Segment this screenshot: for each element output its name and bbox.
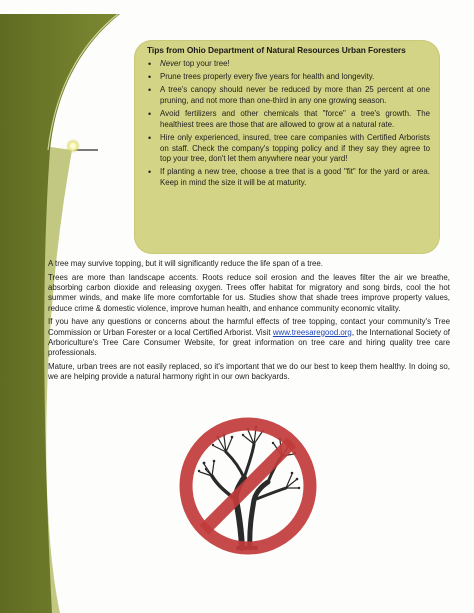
tip-text: Prune trees properly every five years for health and longevity. bbox=[160, 72, 375, 82]
tips-list bbox=[144, 59, 430, 189]
tip-text: Hire only experienced, insured, tree care companies with Certified Arborists on staff. Check the company's topping policy and if they say they agree to top your tree, don't let them anywhere near your yard! bbox=[160, 132, 430, 164]
tip-text: A tree's canopy should never be reduced by more than 25 percent at one pruning, and not more than one-third in any one growing season. bbox=[160, 85, 430, 105]
tip-emphasis: Never bbox=[160, 59, 182, 68]
contact-text-after: , the International Society of Arboriculture's Tree Care Consumer Website, for great information on tree care and hiring quality tree care professionals. bbox=[48, 327, 450, 358]
tip-item bbox=[144, 167, 430, 188]
tips-callout bbox=[134, 40, 440, 254]
tip-item bbox=[144, 133, 430, 165]
tip-item bbox=[144, 109, 430, 130]
tip-item bbox=[144, 59, 430, 70]
tip-item bbox=[144, 85, 430, 106]
tip-text: Avoid fertilizers and other chemicals that "force" a tree's growth. The healthiest trees are those that are allowed to grow at a natural rate. bbox=[160, 109, 430, 129]
treesaregood-link[interactable]: www.treesaregood.org bbox=[272, 327, 352, 337]
tip-text: top your tree! bbox=[181, 59, 230, 68]
tips-title: Tips from Ohio Department of Natural Resources Urban Foresters bbox=[147, 45, 406, 55]
benefits-paragraph: Trees are more than landscape accents. Roots reduce soil erosion and the leaves filter the air we breathe, absorbing carbon dioxide and releasing oxygen. Trees offer habitat for migratory and song birds, cool the hot summer winds, and make life more comfortable for us. Studies show that shade trees improve property values, reduce crime & domestic violence, improve human health, and enhance community economic vitality. bbox=[48, 272, 450, 313]
survival-paragraph: A tree may survive topping, but it will significantly reduce the life span of a tree. bbox=[48, 259, 323, 268]
body-text bbox=[48, 259, 450, 386]
contact-paragraph bbox=[48, 317, 450, 358]
closing-paragraph: Mature, urban trees are not easily replaced, so it's important that we do our best to keep them healthy. In doing so, we are helping provide a natural harmony right in our own backyards. bbox=[48, 362, 450, 382]
tip-item bbox=[144, 72, 430, 83]
contact-text-before: If you have any questions or concerns about the harmful effects of tree topping, contact your community's Tree Commission or Urban Forester or a local Certified Arborist. Visit bbox=[48, 317, 450, 337]
tip-text: If planting a new tree, choose a tree that is a good "fit" for the yard or area. Keep in mind the size it will be at maturity. bbox=[160, 167, 430, 187]
prohibition-sign-icon bbox=[168, 408, 328, 560]
